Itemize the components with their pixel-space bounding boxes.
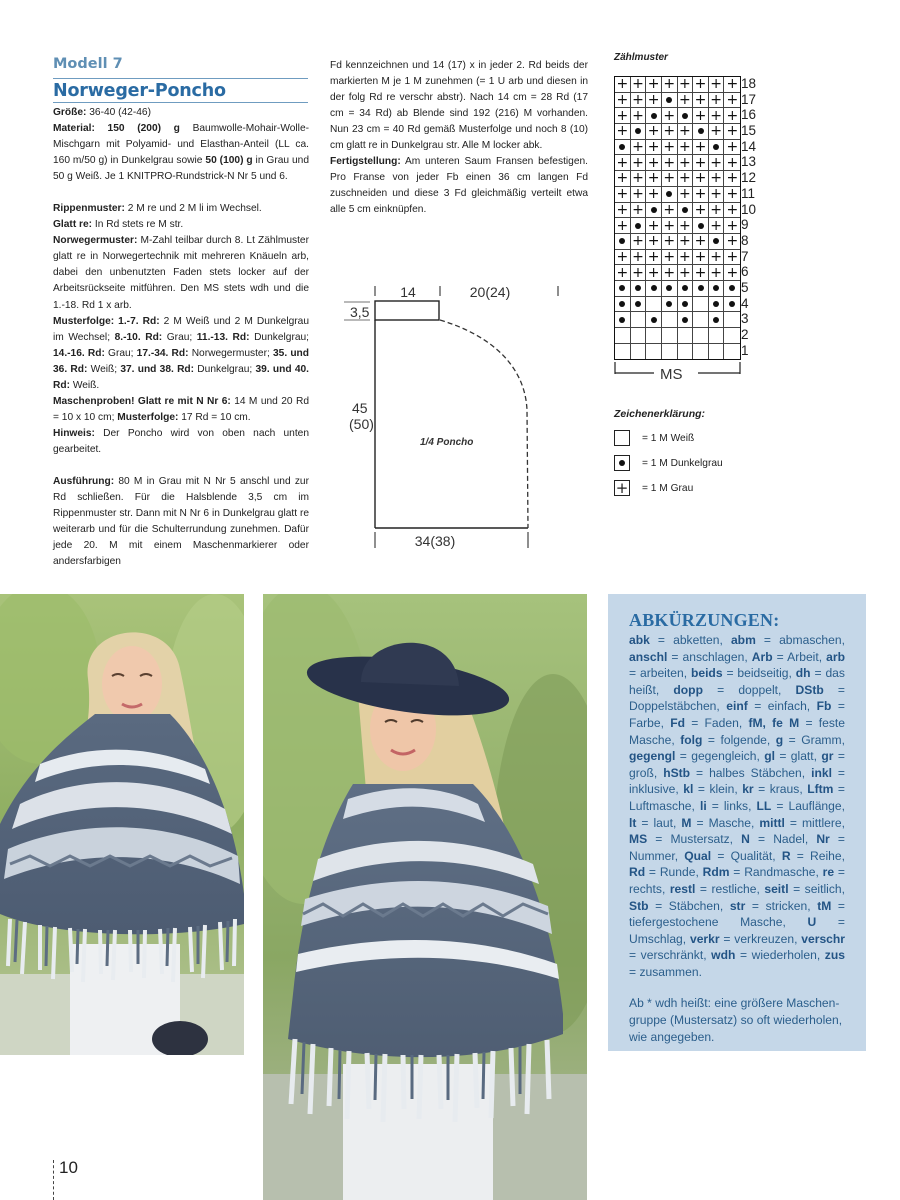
abbreviation-term: N: [741, 832, 750, 847]
chart-cell: [678, 108, 694, 124]
abbreviation-meaning: Lauflänge: [788, 798, 842, 813]
legend-item-grey: + = 1 M Grau: [615, 478, 694, 497]
chart-row-number: 9: [741, 217, 749, 233]
darkgrey-stitch-symbol: [614, 455, 630, 471]
chart-row-number: 7: [741, 248, 749, 264]
chart-row-number: 12: [741, 170, 757, 186]
chart-row-number: 14: [741, 138, 757, 154]
chart-row-number: 10: [741, 201, 757, 217]
chart-cell: [693, 203, 709, 219]
abbreviation-meaning: seitlich: [804, 881, 842, 896]
stockinette-paragraph: Glatt re: In Rd stets re M str.: [53, 219, 184, 231]
chart-cell: [693, 171, 709, 187]
chart-cell: [646, 187, 662, 203]
chart-cell: [693, 312, 709, 328]
chart-cell: [678, 124, 694, 140]
chart-cell: [646, 312, 662, 328]
chart-cell: [693, 140, 709, 156]
chart-cell: [662, 171, 678, 187]
abbreviation-term: U: [807, 915, 817, 930]
chart-cell: [662, 218, 678, 234]
abbreviation-meaning: wiederholen: [751, 948, 817, 963]
abbreviation-meaning: Mustersatz: [670, 832, 730, 847]
bottom-width-label: 34(38): [414, 533, 456, 549]
chart-cell: [693, 77, 709, 93]
chart-cell: [631, 344, 647, 360]
chart-cell: [615, 171, 631, 187]
abbreviation-term: R: [781, 848, 791, 863]
chart-cell: [646, 265, 662, 281]
chart-cell: [724, 265, 740, 281]
size-paragraph: Größe: 36-40 (42-46): [53, 107, 151, 118]
chart-cell: [693, 265, 709, 281]
chart-cell: [693, 218, 709, 234]
chart-cell: [615, 312, 631, 328]
abbreviations-note: Ab * wdh heißt: eine größere Maschen-gruppe (Mustersatz) so oft wiederholen, wie angegeben.: [629, 996, 843, 1044]
page-title: Norweger-Poncho: [53, 78, 308, 101]
abbreviation-term: gl: [764, 749, 775, 764]
chart-cell: [709, 77, 725, 93]
chart-cell: [724, 203, 740, 219]
chart-row-number: 6: [741, 264, 749, 280]
abbreviation-meaning: Faden: [704, 715, 739, 730]
quarter-poncho-label: 1/4 Poncho: [420, 437, 474, 448]
abbreviation-term: Arb: [751, 649, 773, 664]
abbreviation-meaning: Masche: [708, 815, 751, 830]
chart-cell: [709, 250, 725, 266]
abbreviation-term: dopp: [673, 682, 703, 697]
chart-cell: [724, 218, 740, 234]
abbreviation-meaning: feste Masche: [629, 715, 845, 747]
abbreviation-meaning: Gramm: [801, 732, 842, 747]
abbreviation-meaning: glatt: [790, 749, 814, 764]
note-paragraph: Hinweis: Der Poncho wird von oben nach unten gearbeitet.: [53, 427, 309, 455]
chart-cell: [646, 108, 662, 124]
abbreviation-term: M: [681, 815, 692, 830]
chart-cell: [646, 155, 662, 171]
abbreviation-meaning: Qualität: [730, 848, 773, 863]
chart-cell: [709, 171, 725, 187]
chart-cell: [678, 93, 694, 109]
chart-row-number: 16: [741, 107, 757, 123]
abbreviation-term: mittl: [759, 815, 785, 830]
abbreviations-title: ABKÜRZUNGEN:: [629, 610, 780, 630]
chart-cell: [662, 250, 678, 266]
chart-cell: [662, 187, 678, 203]
abbreviation-meaning: zusammen: [639, 964, 699, 979]
abbreviation-meaning: rechts: [629, 881, 662, 896]
chart-cell: [662, 281, 678, 297]
chart-cell: [631, 108, 647, 124]
photo-model-front: [0, 594, 244, 1055]
abbreviation-term: Nr: [816, 832, 830, 847]
abbreviation-term: kl: [683, 782, 694, 797]
chart-cell: [662, 93, 678, 109]
abbreviation-meaning: restliche: [711, 881, 757, 896]
chart-cell: [693, 328, 709, 344]
chart-cell: [724, 312, 740, 328]
abbreviations-list: abk = abketten, abm = abmaschen, anschl = anschlagen, Arb = Arbeit, arb = arbeiten, beids = beidseitig, dh = das heißt, dopp = doppelt, DStb = Doppelstäbchen, einf = einfach, Fb = Farbe, Fd = Faden, fM, fe M = feste Masche, folg = folgende, g = Gramm, gegengl = gegengleich, gl = glatt, gr = groß, hStb = halbes Stäbchen, inkl = inklusive, kl = klein, kr = kraus, Lftm = Luftmasche, li = links, LL = Lauflänge, lt = laut, M = Masche, mittl = mittlere, MS = Mustersatz, N = Nadel, Nr = Nummer, Qual = Qualität, R = Reihe, Rd = Runde, Rdm = Randmasche, re = rechts, restl = restliche, seitl = seitlich, Stb = Stäbchen, str = stricken, tM = tiefergestochene Masche, U = Umschlag, verkr = verkreuzen, verschr = verschränkt, wdh = wiederholen, zus = zusammen.: [629, 633, 845, 979]
chart-label: Zählmuster: [614, 52, 668, 63]
chart-row-number: 3: [741, 311, 749, 327]
abbreviation-term: DStb: [795, 682, 824, 697]
chart-cell: [646, 124, 662, 140]
chart-cell: [693, 234, 709, 250]
abbreviation-term: abk: [629, 633, 650, 647]
chart-cell: [724, 155, 740, 171]
abbreviation-term: re: [822, 865, 835, 880]
neck-band-shape: [375, 301, 439, 320]
chart-cell: [615, 108, 631, 124]
abbreviation-meaning: Reihe: [809, 848, 842, 863]
abbreviation-meaning: Runde: [659, 865, 696, 880]
chart-cell: [709, 312, 725, 328]
chart-cell: [631, 203, 647, 219]
chart-cell: [678, 265, 694, 281]
abbreviation-term: abm: [730, 633, 756, 647]
body-height-label: 45: [352, 400, 368, 416]
chart-cell: [693, 344, 709, 360]
chart-cell: [693, 124, 709, 140]
abbreviation-term: Fb: [816, 699, 832, 714]
rib-pattern-paragraph: Rippenmuster: 2 M re und 2 M li im Wechsel.: [53, 203, 262, 215]
chart-cell: [709, 93, 725, 109]
abbreviation-meaning: halbes Stäbchen: [709, 765, 802, 780]
abbreviation-term: inkl: [811, 765, 832, 780]
chart-cell: [631, 77, 647, 93]
model-number: Modell 7: [53, 56, 123, 72]
chart-cell: [646, 218, 662, 234]
chart-row-number: 2: [741, 327, 749, 342]
abbreviation-meaning: einfach: [767, 699, 807, 714]
chart-cell: [615, 155, 631, 171]
chart-cell: [646, 250, 662, 266]
chart-row-number: 13: [741, 154, 757, 170]
abbreviation-meaning: mittlere: [801, 815, 842, 830]
chart-cell: [631, 124, 647, 140]
chart-cell: [615, 344, 631, 360]
legend-title: Zeichenerklärung:: [614, 408, 706, 420]
chart-cell: [678, 234, 694, 250]
chart-cell: [662, 203, 678, 219]
chart-cell: [631, 187, 647, 203]
chart-cell: [646, 328, 662, 344]
chart-cell: [631, 328, 647, 344]
chart-cell: [709, 187, 725, 203]
chart-cell: [724, 250, 740, 266]
pattern-repeat-label: MS: [660, 366, 683, 383]
chart-row-number: 18: [741, 76, 757, 91]
chart-cell: [709, 344, 725, 360]
abbreviation-term: lt: [629, 815, 637, 830]
chart-cell: [724, 297, 740, 313]
chart-cell: [662, 124, 678, 140]
execution-continued-paragraph: Fd kennzeichnen und 14 (17) x in jeder 2. Rd beids der markierten M je 1 M zunehmen (= 1 U arb und diesen in der folg Rd re verschr abstr). Nach 14 cm = 28 Rd (17 cm = 34 Rd) ab Blende sind 192 (216) M vorhanden. Nun 23 cm = 40 Rd gemäß Musterfolge und noch 8 (10) cm glatt re in Dunkelgrau str. Alle M locker abk.: [330, 60, 588, 152]
chart-cell: [631, 281, 647, 297]
abbreviation-term: Stb: [629, 898, 649, 913]
instructions-column-1: [53, 105, 309, 570]
instructions-column-2: [330, 58, 588, 218]
abbreviation-meaning: Doppelstäbchen: [629, 699, 717, 714]
pattern-sequence-paragraph: Musterfolge: 1.-7. Rd: 2 M Weiß und 2 M Dunkelgrau im Wechsel; 8.-10. Rd: Grau; 11.-13. Rd: Dunkelgrau; 14.-16. Rd: Grau; 17.-34. Rd: Norwegermuster; 35. und 36. Rd: Weiß; 37. und 38. Rd: Dunkelgrau; 39. und 40. Rd: Weiß.: [53, 315, 310, 391]
chart-cell: [678, 155, 694, 171]
chart-cell: [678, 250, 694, 266]
chart-cell: [709, 155, 725, 171]
abbreviation-meaning: links: [723, 798, 749, 813]
abbreviation-meaning: Randmasche: [744, 865, 816, 880]
chart-cell: [724, 234, 740, 250]
chart-cell: [693, 281, 709, 297]
chart-cell: [724, 124, 740, 140]
chart-cell: [631, 218, 647, 234]
grey-stitch-symbol: +: [615, 478, 629, 497]
chart-cell: [709, 124, 725, 140]
chart-cell: [693, 250, 709, 266]
chart-cell: [709, 140, 725, 156]
neck-height-label: 3,5: [350, 304, 370, 320]
chart-cell: [662, 140, 678, 156]
chart-cell: [678, 312, 694, 328]
legend-item-white: = 1 M Weiß: [614, 430, 694, 446]
chart-cell: [678, 140, 694, 156]
chart-row-number: 5: [741, 279, 749, 295]
chart-cell: [678, 77, 694, 93]
chart-cell: [724, 281, 740, 297]
chart-cell: [615, 124, 631, 140]
abbreviation-term: seitl: [764, 881, 789, 896]
abbreviation-term: Fd: [670, 715, 685, 730]
abbreviation-term: zus: [824, 948, 845, 963]
abbreviation-term: g: [775, 732, 784, 747]
knitting-chart-grid: [614, 76, 741, 360]
abbreviation-term: li: [699, 798, 707, 813]
abbreviation-meaning: anschlagen: [682, 649, 745, 664]
chart-cell: [724, 171, 740, 187]
abbreviation-meaning: Arbeit: [787, 649, 819, 664]
finishing-paragraph: Fertigstellung: Am unteren Saum Fransen befestigen. Pro Franse von jeder Fb einen 36 cm langen Fd zuschneiden und diese 3 Fd gleichmäßig verteilt etwa alle 5 cm einknüpfen.: [330, 156, 588, 216]
abbreviation-meaning: stricken: [765, 898, 808, 913]
chart-cell: [709, 218, 725, 234]
chart-cell: [678, 344, 694, 360]
abbreviation-term: LL: [756, 798, 772, 813]
chart-row-number: 1: [741, 342, 749, 358]
abbreviation-term: einf: [726, 699, 748, 714]
chart-cell: [678, 328, 694, 344]
chart-cell: [662, 155, 678, 171]
chart-cell: [724, 108, 740, 124]
gauge-paragraph: Maschenproben! Glatt re mit N Nr 6: 14 M und 20 Rd = 10 x 10 cm; Musterfolge: 17 Rd = 10 cm.: [53, 395, 309, 423]
abbreviation-meaning: klein: [709, 782, 735, 797]
photo-model-hat: [263, 594, 587, 1200]
chart-row-number: 17: [741, 91, 757, 107]
chart-row-number: 4: [741, 295, 749, 311]
chart-cell: [678, 203, 694, 219]
abbreviation-term: dh: [795, 666, 811, 681]
abbreviation-meaning: das heißt: [629, 666, 845, 697]
chart-row-number: 15: [741, 123, 757, 139]
abbreviation-term: Rdm: [702, 865, 730, 880]
chart-cell: [631, 155, 647, 171]
chart-cell: [693, 297, 709, 313]
chart-cell: [646, 77, 662, 93]
chart-cell: [646, 297, 662, 313]
chart-cell: [646, 140, 662, 156]
chart-cell: [709, 203, 725, 219]
chart-cell: [646, 281, 662, 297]
abbreviation-term: restl: [669, 881, 696, 896]
abbreviation-term: anschl: [629, 649, 668, 664]
chart-cell: [615, 187, 631, 203]
chart-cell: [631, 171, 647, 187]
chart-cell: [662, 344, 678, 360]
chart-cell: [709, 108, 725, 124]
abbreviation-meaning: kraus: [769, 782, 800, 797]
abbreviation-meaning: abketten: [673, 633, 720, 647]
norwegian-pattern-paragraph: Norwegermuster: M-Zahl teilbar durch 8. Lt Zählmuster glatt re in Norwegertechnik mit mehreren Knäueln arb, dabei den unbenutzten Faden stets locker auf der Arbeitsrückseite mitführen. Den MS stets wdh und die 1.-18. Rd 1 x arb.: [53, 235, 309, 311]
abbreviation-term: Rd: [629, 865, 646, 880]
chart-cell: [662, 108, 678, 124]
abbreviation-term: tM: [817, 898, 832, 913]
chart-cell: [693, 93, 709, 109]
abbreviation-meaning: abmaschen: [779, 633, 842, 647]
chart-cell: [662, 312, 678, 328]
chart-cell: [646, 234, 662, 250]
page-number: 10: [59, 1158, 78, 1177]
abbreviation-meaning: Nummer: [629, 848, 675, 863]
body-curve-edge: [440, 320, 528, 528]
abbreviation-term: beids: [690, 666, 723, 681]
abbreviation-term: kr: [742, 782, 754, 797]
chart-cell: [724, 328, 740, 344]
chart-cell: [631, 265, 647, 281]
abbreviation-term: gr: [821, 749, 834, 764]
chart-cell: [662, 297, 678, 313]
poncho-schematic: [340, 280, 580, 550]
chart-cell: [631, 297, 647, 313]
material-paragraph: Material: 150 (200) g Baumwolle-Mohair-Wolle-Mischgarn mit Polyamid- und Elasthan-Anteil (LL ca. 160 m/50 g) in Dunkelgrau sowie 50 (100) g in Grau und 50 g Weiß. Je 1 KNITPRO-Rundstrick-N Nr 5 und 6.: [53, 123, 310, 183]
white-stitch-symbol: [614, 430, 630, 446]
abbreviation-term: Lftm: [807, 782, 834, 797]
page-number-rule: [53, 1160, 54, 1200]
chart-cell: [646, 171, 662, 187]
chart-cell: [693, 108, 709, 124]
chart-cell: [615, 250, 631, 266]
chart-cell: [631, 250, 647, 266]
abbreviation-meaning: folgende: [720, 732, 767, 747]
body-height-alt-label: (50): [349, 416, 374, 432]
abbreviation-meaning: laut: [653, 815, 673, 830]
chart-cell: [693, 187, 709, 203]
chart-cell: [615, 218, 631, 234]
abbreviation-meaning: doppelt: [738, 682, 779, 697]
abbreviation-meaning: groß: [629, 765, 654, 780]
chart-cell: [615, 93, 631, 109]
chart-cell: [615, 265, 631, 281]
abbreviation-meaning: inklusive: [629, 782, 676, 797]
chart-cell: [615, 234, 631, 250]
chart-cell: [631, 234, 647, 250]
chart-cell: [709, 328, 725, 344]
abbreviation-term: Qual: [684, 848, 712, 863]
abbreviation-term: verschr: [801, 931, 845, 946]
abbreviation-meaning: Nadel: [773, 832, 805, 847]
abbreviation-meaning: beidseitig: [737, 666, 789, 681]
chart-cell: [678, 297, 694, 313]
legend-item-darkgrey: = 1 M Dunkelgrau: [614, 455, 723, 471]
chart-cell: [693, 155, 709, 171]
chart-cell: [724, 187, 740, 203]
abbreviation-term: wdh: [711, 948, 736, 963]
chart-cell: [678, 281, 694, 297]
chart-cell: [631, 140, 647, 156]
abbreviation-term: verkr: [689, 931, 720, 946]
chart-cell: [724, 93, 740, 109]
abbreviation-term: folg: [680, 732, 703, 747]
chart-cell: [724, 77, 740, 93]
chart-cell: [615, 77, 631, 93]
execution-paragraph: Ausführung: 80 M in Grau mit N Nr 5 anschl und zur Rd schließen. Für die Halsblende 3,5 cm im Rippenmuster str. Dann mit N Nr 6 in Dunkelgrau glatt re weiterarb und für die Schulterrundung zunehmen. Dafür jede 20. M mit einem Maschenmarkierer oder andersfarbigen: [53, 475, 309, 568]
chart-cell: [646, 93, 662, 109]
abbreviation-meaning: arbeiten: [639, 666, 684, 681]
abbreviation-meaning: Stäbchen: [668, 898, 720, 913]
chart-cell: [662, 265, 678, 281]
abbreviation-meaning: Luftmasche: [629, 798, 692, 813]
chart-cell: [662, 328, 678, 344]
abbreviation-term: arb: [826, 649, 845, 664]
chart-row-numbers: [741, 76, 756, 358]
chart-cell: [631, 312, 647, 328]
chart-cell: [724, 140, 740, 156]
abbreviation-meaning: verkreuzen: [734, 931, 795, 946]
top-width-label: 14: [400, 284, 416, 300]
abbreviation-meaning: gegengleich: [691, 749, 757, 764]
abbreviation-term: str: [729, 898, 746, 913]
abbreviation-term: gegengl: [629, 749, 676, 764]
title-rule: [53, 102, 308, 103]
abbreviation-term: hStb: [663, 765, 691, 780]
chart-cell: [662, 234, 678, 250]
chart-cell: [615, 328, 631, 344]
abbreviation-meaning: Farbe: [629, 715, 661, 730]
chart-cell: [678, 187, 694, 203]
chart-cell: [615, 281, 631, 297]
chart-cell: [709, 265, 725, 281]
abbreviation-meaning: tiefergestochene Masche: [629, 915, 783, 930]
chart-row-number: 8: [741, 232, 749, 248]
chart-cell: [724, 344, 740, 360]
abbreviations-box: [608, 594, 866, 1051]
chart-cell: [709, 234, 725, 250]
abbreviation-meaning: Umschlag: [629, 931, 683, 946]
chart-cell: [678, 218, 694, 234]
chart-cell: [662, 77, 678, 93]
chart-cell: [631, 93, 647, 109]
top-right-label: 20(24): [469, 284, 511, 300]
chart-cell: [709, 297, 725, 313]
chart-row-number: 11: [741, 185, 756, 201]
abbreviation-term: MS: [629, 832, 648, 847]
abbreviation-term: fM, fe M: [748, 715, 800, 730]
abbreviation-meaning: verschränkt: [640, 948, 704, 963]
chart-cell: [646, 344, 662, 360]
chart-cell: [615, 297, 631, 313]
chart-cell: [646, 203, 662, 219]
chart-cell: [709, 281, 725, 297]
chart-cell: [678, 171, 694, 187]
chart-cell: [615, 203, 631, 219]
chart-cell: [615, 140, 631, 156]
